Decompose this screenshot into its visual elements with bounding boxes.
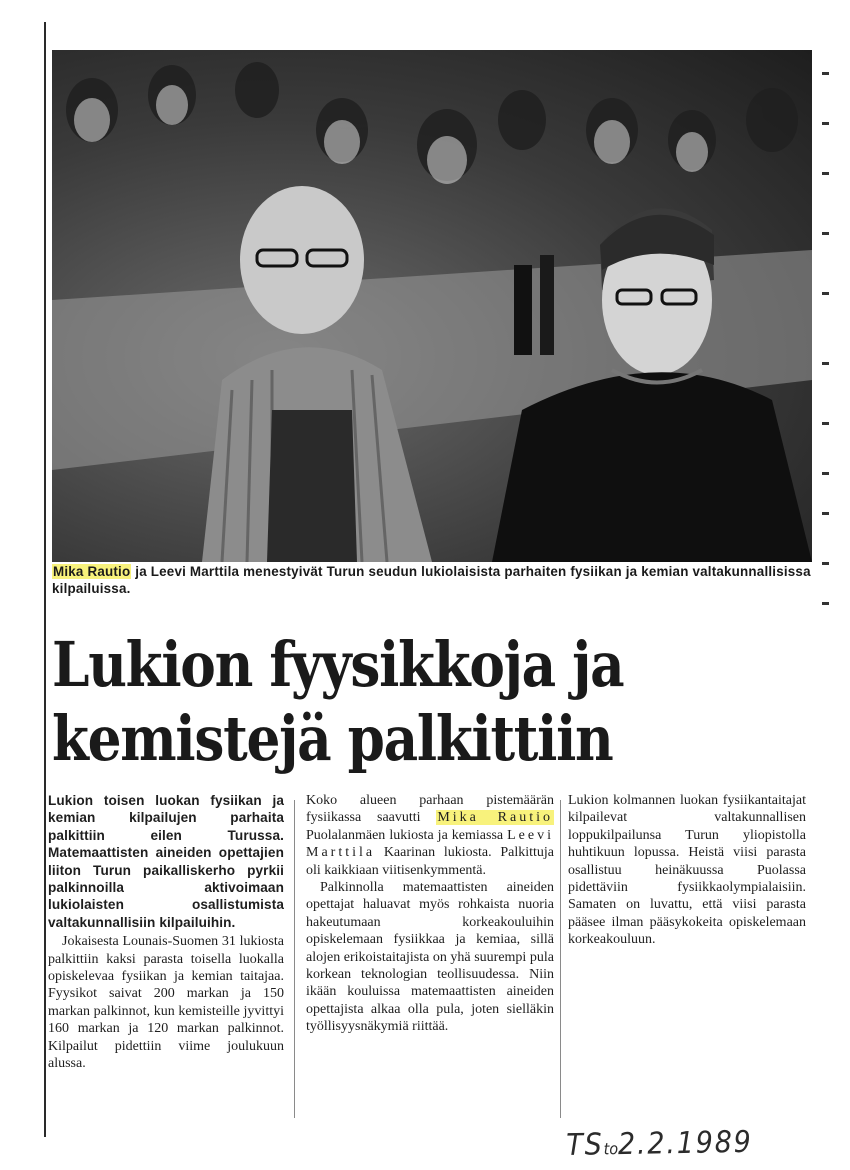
paragraph-2-end: Kaarinan lukiosta. Palkittuja oli kaikkiaan viitisenkymmentä. [306,845,555,878]
photo-illustration [52,50,812,562]
newspaper-clipping [44,22,824,1152]
article-paragraph-2 [306,792,554,879]
news-photo [52,50,812,562]
name-leevi-marttila: Leevi Marttila [306,827,554,861]
column-divider [294,800,295,1118]
clipping-left-edge [44,22,46,1137]
article-column-1 [48,792,284,1073]
handwritten-date: 2.2.1989 [617,1124,753,1163]
article-headline [52,628,714,776]
article-column-3 [568,792,806,949]
headline-line-2: kemistejä palkittiin [52,702,613,775]
paragraph-2-start: Koko alueen parhaan pistemäärän fysiikassa saavutti [306,793,554,826]
highlighted-name-body: Mika Rautio [437,810,553,826]
article-paragraph-1: Jokaisesta Lounais-Suomen 31 lukiosta palkittiin kaksi parasta toisella luokalla opiskelevaa fysiikan ja kemian taitajaa. Fyysikot saivat 200 markan ja 150 markan palkinnot, kun kemisteille jyvittyi 160 markan ja 120 markan palkinnot. Kilpailut pidettiin viime joulukuun alussa. [48,934,284,1072]
handwritten-source: TS [566,1127,604,1163]
article-paragraph-3: Palkinnolla matemaattisten aineiden opettajat haluavat myös rohkaista nuoria hakeutumaan korkeakouluihin opiskelemaan fysiikkaa ja kemiaa, sillä alojen erikoistaitajista on yhä suurempi pula korkean teknologian teollisuudessa. Niin ikään kouluissa matemaattisten aineiden opettajista alkaa olla pula, joten sielläkin työllisyysnäkymiä riittää. [306,880,554,1035]
neighbor-column-edge [822,62,832,622]
handwritten-to: to [603,1139,619,1159]
column-divider [560,800,561,1118]
headline-line-1: Lukion fyysikkoja ja [52,628,624,701]
handwritten-date-note [566,1125,753,1163]
paragraph-2-middle: Puolalanmäen lukiosta ja kemiassa [306,827,504,843]
photo-caption [52,563,812,597]
highlighted-name: Mika Rautio [53,564,131,579]
article-paragraph-4: Lukion kolmannen luokan fysiikantaitajat kilpailevat valtakunnallisen loppukilpailunsa Turun yliopistolla huhtikuun lopussa. Heistä viisi parasta osallistuu heinäkuussa Puolassa pidettäviin fysiikkaolympialaisiin. Samaten on luvattu, että viisi parasta pääsee ilman pääsykokeita opiskelemaan korkeakouluun. [568,793,806,948]
article-column-2 [306,792,554,1036]
article-lead: Lukion toisen luokan fysiikan ja kemian kilpailujen parhaita palkittiin eilen Turussa. Matemaattisten aineiden opettajien liiton Turun paikalliskerho pyrkii palkinnoilla aktivoimaan lukiolaisten osallistumista valtakunnallisiin kilpailuihin. [48,793,284,930]
caption-text: ja Leevi Marttila menestyivät Turun seudun lukiolaisista parhaiten fysiikan ja kemian valtakunnallisissa kilpailuissa. [52,564,811,596]
